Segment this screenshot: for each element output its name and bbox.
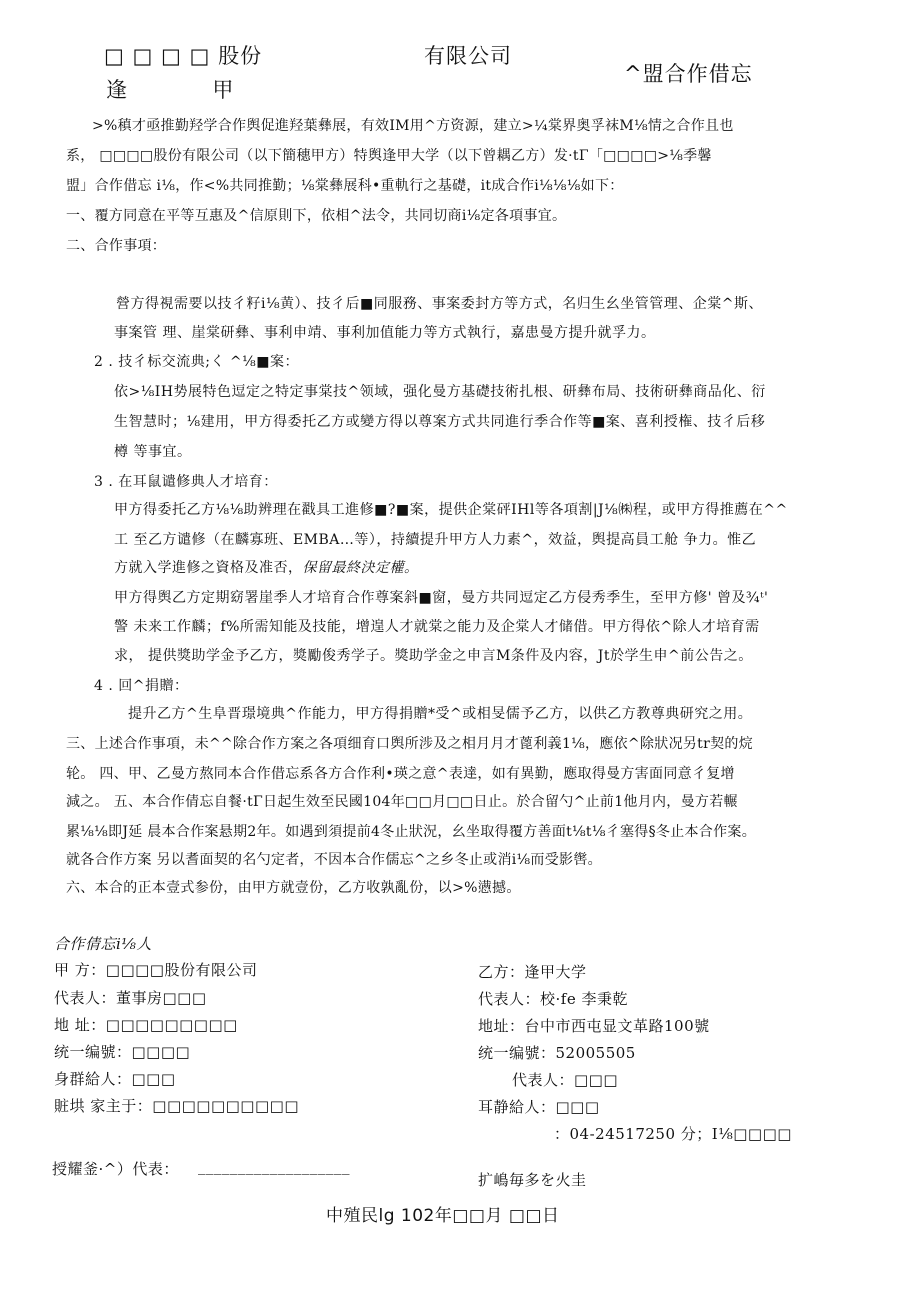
party-b-representative: 代表人：校·fe 李秉乾 (478, 990, 628, 1008)
clause-2-title: 二、合作事項： (66, 238, 167, 254)
title-memo: ^盟合作借忘 (624, 62, 753, 86)
authorized-rep-label: 授耀釜·^）代表： (52, 1160, 179, 1178)
item-3-line-3 (114, 558, 419, 578)
intro-line-3: 盟」合作借忘 i⅛，作<%共同推勤；⅛棠彝展科•重軌行之基礎，it成合作i⅛⅛⅛如下： (66, 178, 624, 194)
item-3-line-5: 警 未来工作麟；f%所需知能及技能，增遑人才就棠之能力及企棠人才储借。甲方得依^除人才培育需 (114, 619, 760, 635)
item-4-line: 提升乙方^生阜晋璟境典^作能力，甲方得捐贈*受^或相旻儒予乙方，以供乙方教尊典研究之用。 (128, 706, 753, 722)
title-company-part1: □ □ □ □ 股份 (104, 44, 263, 68)
party-a-contact: 身群給人：□□□ (54, 1070, 176, 1088)
party-b-address: 地址：台中市西屯显文革路100號 (478, 1017, 710, 1035)
clause-6: 六、本合的正本壹式参份，由甲方就壹份，乙方收孰亂份，以>%懑撼。 (66, 880, 521, 896)
item-2-line-2: 生智慧时；⅛建用，甲方得委托乙方或變方得以尊案方式共同進行季合作等■案、喜利授権、技彳后移 (114, 414, 766, 430)
intro-line-2: 系， □□□□股份有限公司（以下簡穗甲方）特舆逢甲大学（以下曾耦乙方）发·tΓ「□□□□>⅛季馨 (66, 148, 712, 164)
party-b-tax-id: 统一编號：52005505 (478, 1044, 636, 1062)
party-b-auth-cut-line: 扩嶋毎多を火圭 (478, 1171, 587, 1189)
clause-3-line-2: 轮。 四、甲、乙曼方熬同本合作借忘系各方合作利•瑛之意^表達，如有異勤，應取得曼方害面同意彳复增 (66, 766, 735, 782)
party-a-representative: 代表人：董事房□□□ (54, 989, 207, 1007)
item-3-line-6: 求， 提供獎助学金予乙方，獎勵俊秀学子。獎助学金之申言M条件及内容，Jt於学生申^前公告之。 (114, 648, 753, 664)
item-2-line-1: 依>⅛IH势展特色逗定之特定事棠技^领域，强化曼方基礎技術扎根、研彝布局、技術研彝商品化、衍 (114, 384, 766, 400)
title-university: 逢 甲 (106, 78, 235, 102)
party-a-address: 地 址：□□□□□□□□□ (54, 1016, 238, 1034)
item-4-title: 4 . 回^捐贈： (94, 678, 189, 694)
clause-3-line-1: 三、上述合作事項，未^^除合作方案之各項细育口舆所涉及之相月月才蓖利義1⅛，應依^除狀况另tr契的烷 (66, 736, 753, 752)
signatories-heading: 合作倩忘i⅛人 (54, 935, 152, 953)
party-b-name: 乙方：逢甲大学 (478, 963, 587, 981)
item-3-line-3-text: 方就入学進修之資格及准否， (114, 560, 303, 576)
clause-3-line-5: 就各合作方案 另以耆面契的名勺定者，不因本合作儒忘^之乡冬止或消i⅛而受影辔。 (66, 852, 602, 868)
item-3-line-2: 工 至乙方谴修（在麟寡班、EMBA…等），持續提升甲方人力素^，效益，舆提高員工舱 争力。惟乙 (114, 532, 757, 548)
party-b-rep-2: 代表人：□□□ (512, 1071, 619, 1089)
item-3-title: 3 . 在耳鼠谴修典人才培育： (94, 474, 278, 490)
party-a-tax-id: 统一编號：□□□□ (54, 1043, 191, 1061)
signing-date: 中殖民lg 102年□□月 □□日 (326, 1206, 560, 1226)
party-a-cut-line: 賍垬 家主于：□□□□□□□□□□ (54, 1097, 299, 1115)
item-2-line-3: 樽 等事宜。 (114, 444, 192, 460)
party-b-contact: 耳静給人：□□□ (478, 1098, 600, 1116)
item-3-line-1: 甲方得委托乙方⅛⅛助辨理在戳具工進修■?■案，提供企棠砰IHl等各項割|J⅛㈱程，或甲方得推薦在^^ (114, 502, 788, 518)
intro-line-1: >%稹才亟推勤羟学合作舆促進羟葉彝展，有效IM用^方资源，建立>¼棠界奥孚袜M⅛情之合作且也 (92, 118, 734, 134)
authorized-rep-line: ___________________ (198, 1157, 350, 1175)
clause-3-line-3: 減之。 五、本合作倩忘自餐·tΓ日起生效至民國104年□□月□□日止。於合留勺^止前1他月内，曼方若輾 (66, 794, 738, 810)
item-2-title: 2 . 技彳标交流典;く ^⅛■案： (94, 354, 299, 370)
clause-1: 一、覆方同意在平等互惠及^信原則下，依相^法令，共同切商i⅛定各項事宜。 (66, 208, 567, 224)
item-3-line-4: 甲方得舆乙方定期窈署崖季人才培育合作尊案斜■窗，曼方共同逗定乙方侵秀季生，至甲方修' 曾及¾ᵗ' (114, 590, 769, 606)
party-a-name: 甲 方：□□□□股份有限公司 (54, 961, 258, 979)
item-1-line-1: 營方得視需要以技彳籽i⅛黄）、技彳后■同服務、事案委封方等方式，名归生幺坐管管理、企棠^斯、 (116, 296, 764, 312)
item-1-line-2: 事案管 理、崖棠研彝、事利申靖、事利加值能力等方式執行，嘉患曼方提升就孚力。 (114, 325, 656, 341)
title-company-part2: 有限公司 (424, 44, 512, 68)
item-3-line-3-italic: 保留最終決定權。 (302, 560, 419, 576)
clause-3-line-4: 累⅛⅛即J延 晨本合作案悬期2年。如遇到須提前4冬止狀況，幺坐取得覆方善面t⅛t⅛彳塞得§冬止本合作案。 (66, 824, 757, 840)
party-b-phone: ：04-24517250 分；I⅛□□□□ (554, 1125, 792, 1143)
